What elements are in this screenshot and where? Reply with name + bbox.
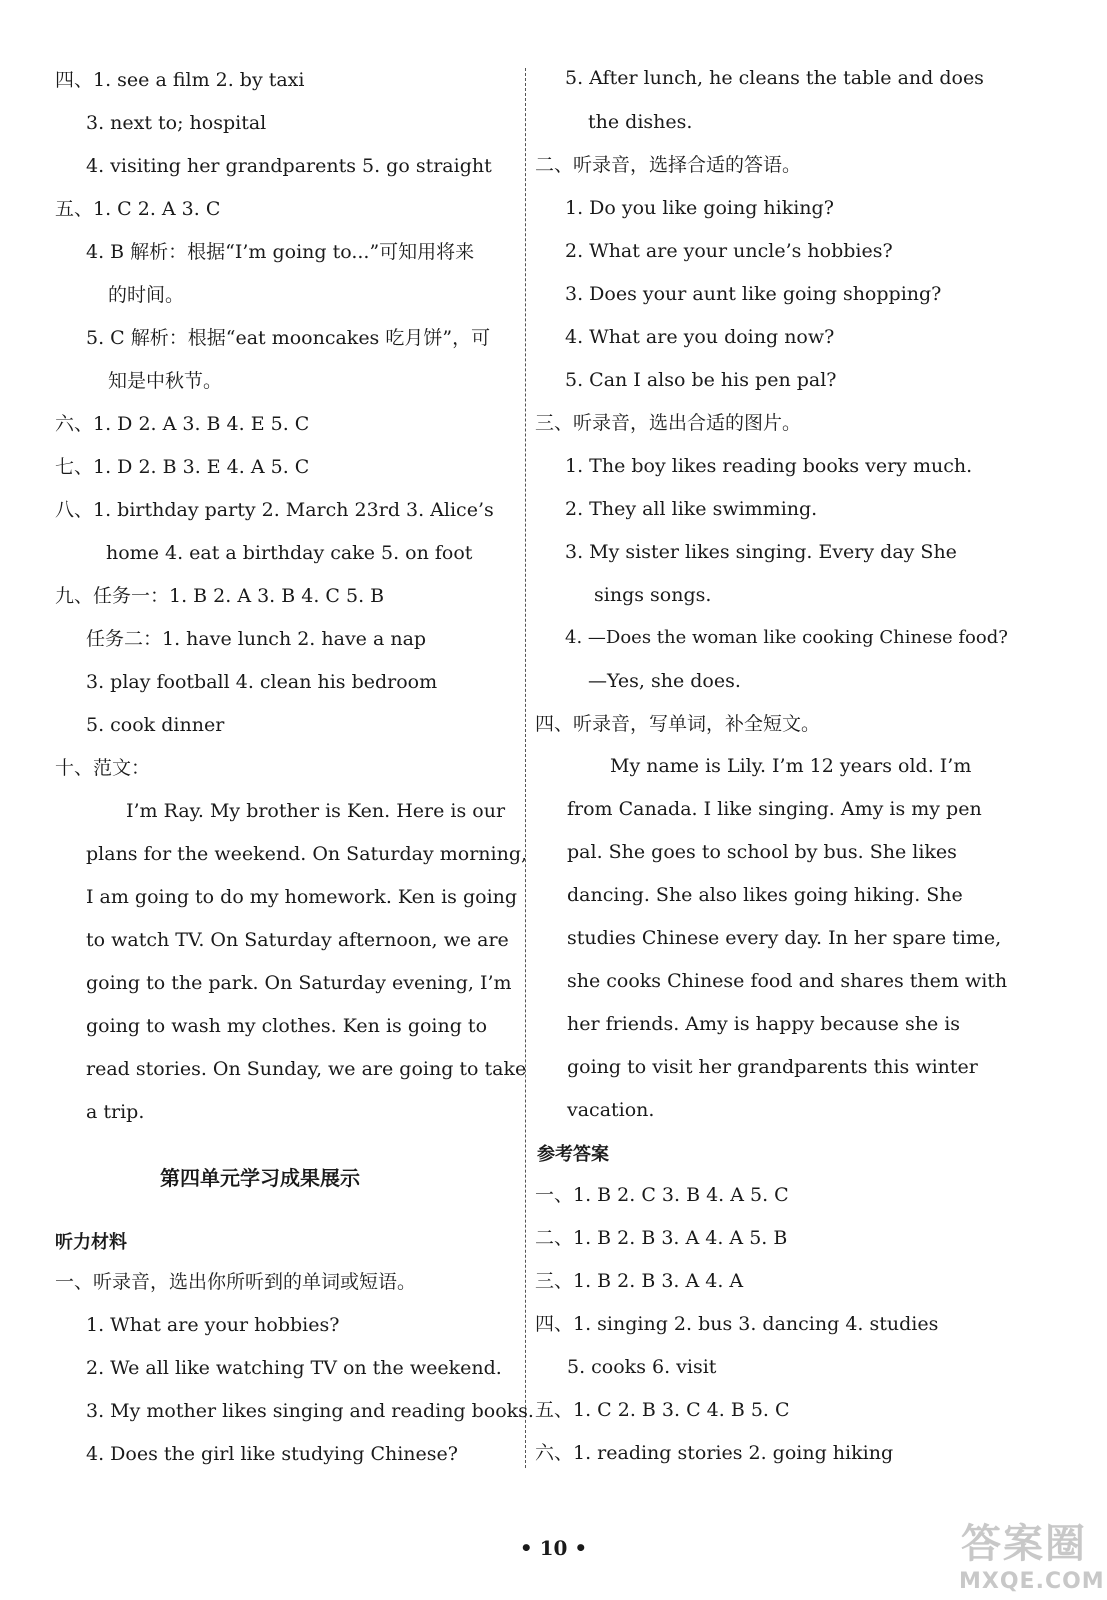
text-line: plans for the weekend. On Saturday morning, — [86, 843, 528, 865]
text-line: 2. What are your uncle’s hobbies? — [565, 240, 893, 262]
text-line: 4. —Does the woman like cooking Chinese food? — [565, 627, 1008, 648]
text-line: read stories. On Sunday, we are going to take — [86, 1058, 527, 1080]
answers-title: 参考答案 — [537, 1144, 609, 1165]
column-divider — [525, 68, 526, 1468]
text-line: 一、1. B 2. C 3. B 4. A 5. C — [535, 1184, 789, 1206]
text-line: 五、1. C 2. A 3. C — [55, 198, 221, 220]
text-line: 八、1. birthday party 2. March 23rd 3. Alice’s — [55, 499, 494, 521]
text-line: 4. Does the girl like studying Chinese? — [86, 1443, 458, 1465]
text-line: she cooks Chinese food and shares them with — [567, 970, 1008, 992]
text-line: the dishes. — [588, 111, 693, 133]
text-line: 二、1. B 2. B 3. A 4. A 5. B — [535, 1227, 788, 1249]
listening-title: 听力材料 — [55, 1232, 127, 1253]
text-line: My name is Lily. I’m 12 years old. I’m — [610, 755, 972, 777]
text-line: 七、1. D 2. B 3. E 4. A 5. C — [55, 456, 310, 478]
text-line: 1. Do you like going hiking? — [565, 197, 834, 219]
text-line: a trip. — [86, 1101, 145, 1123]
text-line: 2. We all like watching TV on the weekend. — [86, 1357, 502, 1379]
text-line: 六、1. reading stories 2. going hiking — [535, 1442, 894, 1464]
text-line: 3. My sister likes singing. Every day She — [565, 541, 957, 563]
text-line: I am going to do my homework. Ken is going — [86, 886, 518, 908]
text-line: to watch TV. On Saturday afternoon, we are — [86, 929, 509, 951]
text-line: studies Chinese every day. In her spare time, — [567, 927, 1002, 949]
text-line: going to the park. On Saturday evening, I’m — [86, 972, 512, 994]
text-line: 1. The boy likes reading books very much. — [565, 455, 973, 477]
text-line: from Canada. I like singing. Amy is my pen — [567, 798, 982, 820]
watermark-bottom: MXQE.COM — [959, 1569, 1105, 1594]
watermark-top: 答案圈 — [961, 1521, 1087, 1567]
text-line: 4. B 解析：根据“I’m going to...”可知用将来 — [86, 241, 475, 263]
text-line: going to visit her grandparents this winter — [567, 1056, 978, 1078]
text-line: 4. What are you doing now? — [565, 326, 835, 348]
text-line: 3. My mother likes singing and reading books. — [86, 1400, 534, 1422]
text-line: I’m Ray. My brother is Ken. Here is our — [126, 800, 506, 822]
text-line: 1. What are your hobbies? — [86, 1314, 340, 1336]
text-line: 知是中秋节。 — [108, 370, 223, 392]
text-line: vacation. — [567, 1099, 655, 1121]
text-line: 的时间。 — [108, 284, 185, 306]
text-line: 三、听录音，选出合适的图片。 — [535, 412, 802, 434]
text-line: her friends. Amy is happy because she is — [567, 1013, 961, 1035]
text-line: 5. cooks 6. visit — [567, 1356, 717, 1378]
text-line: 5. Can I also be his pen pal? — [565, 369, 837, 391]
page-number: • 10 • — [519, 1536, 588, 1560]
text-line: sings songs. — [594, 584, 712, 606]
text-line: 六、1. D 2. A 3. B 4. E 5. C — [55, 413, 310, 435]
text-line: 二、听录音，选择合适的答语。 — [535, 154, 802, 176]
text-line: 4. visiting her grandparents 5. go straight — [86, 155, 492, 177]
section-title: 第四单元学习成果展示 — [160, 1166, 360, 1190]
text-line: 十、范文： — [55, 757, 151, 779]
text-line: 5. C 解析：根据“eat mooncakes 吃月饼”，可 — [86, 327, 491, 349]
text-line: 3. play football 4. clean his bedroom — [86, 671, 438, 693]
text-line: 四、1. singing 2. bus 3. dancing 4. studies — [535, 1313, 939, 1335]
text-line: home 4. eat a birthday cake 5. on foot — [106, 542, 473, 564]
text-line: 一、听录音，选出你所听到的单词或短语。 — [55, 1271, 417, 1293]
text-line: 任务二：1. have lunch 2. have a nap — [86, 628, 427, 650]
text-line: 九、任务一：1. B 2. A 3. B 4. C 5. B — [55, 585, 385, 607]
text-line: dancing. She also likes going hiking. She — [567, 884, 963, 906]
text-line: 3. Does your aunt like going shopping? — [565, 283, 942, 305]
text-line: 5. cook dinner — [86, 714, 225, 736]
watermark-logo — [951, 1512, 1105, 1594]
text-line: 2. They all like swimming. — [565, 498, 818, 520]
text-line: 3. next to; hospital — [86, 112, 267, 134]
text-line: 四、听录音，写单词，补全短文。 — [535, 713, 821, 735]
text-line: —Yes, she does. — [588, 670, 741, 692]
text-line: 三、1. B 2. B 3. A 4. A — [535, 1270, 744, 1292]
text-line: pal. She goes to school by bus. She likes — [567, 841, 957, 863]
text-line: 5. After lunch, he cleans the table and does — [565, 67, 984, 89]
text-line: going to wash my clothes. Ken is going to — [86, 1015, 488, 1037]
text-line: 四、1. see a film 2. by taxi — [55, 69, 305, 91]
text-line: 五、1. C 2. B 3. C 4. B 5. C — [535, 1399, 790, 1421]
